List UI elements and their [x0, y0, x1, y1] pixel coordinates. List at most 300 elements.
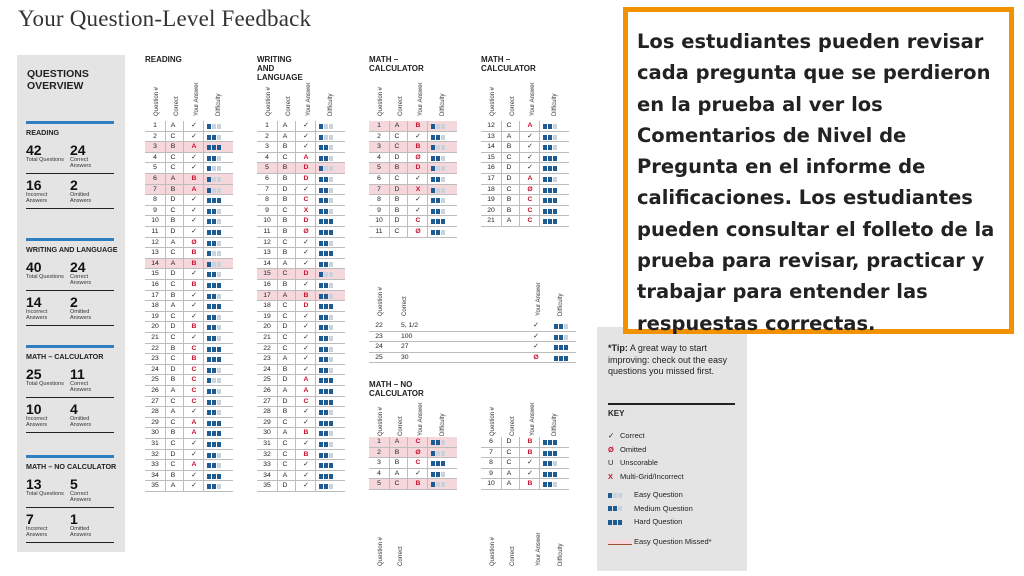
- question-number: 9: [377, 206, 381, 214]
- correct-answer: B: [506, 206, 512, 214]
- difficulty-bar: [217, 209, 221, 214]
- header-q: [487, 390, 497, 438]
- question-number: 32: [151, 450, 159, 458]
- difficulty-bar: [441, 219, 445, 224]
- your-answer: ✓: [191, 122, 197, 129]
- your-answer: B: [191, 249, 197, 257]
- difficulty-bars: [543, 451, 565, 456]
- difficulty-bar: [613, 506, 617, 511]
- stat-divider: [26, 507, 114, 508]
- difficulty-bar: [207, 400, 211, 405]
- difficulty-bar: [431, 461, 435, 466]
- key-label: Multi-Grid/Incorrect: [620, 471, 684, 481]
- difficulty-bars: [431, 198, 453, 203]
- table-row: [145, 163, 233, 174]
- difficulty-bar: [543, 209, 547, 214]
- difficulty-bar: [319, 442, 323, 447]
- correct-answer: B: [394, 164, 400, 172]
- header-label: Difficulty: [558, 293, 564, 316]
- difficulty-bar: [436, 124, 440, 129]
- key-label: Unscorable: [620, 458, 658, 467]
- question-number: 13: [151, 249, 159, 257]
- column-divider: [427, 437, 428, 490]
- difficulty-bar: [548, 166, 552, 171]
- difficulty-bar: [207, 241, 211, 246]
- question-number: 1: [153, 122, 157, 129]
- question-number: 30: [263, 429, 271, 437]
- your-answer: A: [527, 175, 533, 182]
- difficulty-bar: [324, 209, 328, 214]
- table-row: [369, 163, 457, 174]
- difficulty-bar: [329, 177, 333, 182]
- difficulty-bar: [207, 198, 211, 203]
- correct-answer: 30: [401, 353, 409, 361]
- header-label: Your Answer: [536, 532, 542, 566]
- difficulty-bars: [608, 506, 632, 511]
- difficulty-bar: [319, 484, 323, 489]
- key-item: [608, 472, 684, 481]
- question-number: 15: [487, 153, 495, 161]
- column-divider: [501, 121, 502, 227]
- difficulty-bar: [553, 166, 557, 171]
- your-answer: ✓: [303, 249, 309, 257]
- section-rule: [26, 345, 114, 348]
- key-difficulty: [608, 517, 682, 526]
- table-row: [145, 354, 233, 365]
- your-answer: Ø: [415, 153, 421, 161]
- difficulty-bar: [207, 315, 211, 320]
- difficulty-bars: [207, 368, 229, 373]
- difficulty-bar: [207, 145, 211, 150]
- correct-answer: C: [394, 175, 400, 182]
- table-row: [257, 407, 345, 418]
- difficulty-bar: [212, 166, 216, 171]
- difficulty-bar: [543, 440, 547, 445]
- difficulty-bars: [319, 304, 341, 309]
- question-number: 8: [377, 196, 381, 204]
- difficulty-bar: [608, 520, 612, 525]
- your-answer: ✓: [191, 302, 197, 310]
- correct-answer: C: [506, 448, 512, 456]
- column-divider: [407, 437, 408, 490]
- your-answer: ✓: [303, 122, 309, 129]
- your-answer: Ø: [415, 228, 421, 235]
- header-label: Correct: [398, 96, 404, 116]
- difficulty-bar: [436, 188, 440, 193]
- table-row: [145, 428, 233, 439]
- table-row: [481, 437, 569, 448]
- your-answer: ✓: [533, 332, 539, 340]
- header-q: [487, 520, 497, 568]
- difficulty-bars: [207, 156, 229, 161]
- difficulty-bars: [319, 209, 341, 214]
- table-row: [369, 321, 576, 332]
- header-d: [437, 390, 447, 438]
- table-row: [145, 481, 233, 492]
- difficulty-bars: [431, 440, 453, 445]
- difficulty-bar: [217, 410, 221, 415]
- difficulty-bar: [319, 315, 323, 320]
- header-label: Question #: [490, 86, 496, 116]
- difficulty-bars: [207, 251, 229, 256]
- section-title: MATH – NO CALCULATOR: [26, 462, 117, 471]
- stat-block: [70, 178, 110, 204]
- your-answer: C: [415, 438, 421, 445]
- difficulty-bar: [559, 324, 563, 329]
- difficulty-bar: [324, 283, 328, 288]
- difficulty-bar: [324, 336, 328, 341]
- correct-answer: D: [394, 185, 400, 193]
- stat-block: [26, 260, 66, 280]
- question-number: 33: [263, 461, 271, 469]
- question-number: 13: [487, 132, 495, 140]
- question-number: 2: [377, 132, 381, 140]
- question-number: 6: [153, 175, 157, 182]
- difficulty-bar: [559, 356, 563, 361]
- difficulty-bar: [319, 336, 323, 341]
- your-answer: ✓: [527, 459, 533, 467]
- your-answer: ✓: [303, 440, 309, 447]
- difficulty-bar: [319, 400, 323, 405]
- correct-answer: C: [170, 355, 176, 363]
- correct-answer: A: [506, 217, 512, 225]
- table-row: [145, 142, 233, 153]
- difficulty-bar: [441, 135, 445, 140]
- table-row: [257, 333, 345, 344]
- difficulty-bar: [319, 431, 323, 436]
- table-title: MATH – CALCULATOR: [369, 55, 424, 73]
- question-number: 1: [377, 438, 381, 445]
- stat-divider: [26, 173, 114, 174]
- header-d: [549, 70, 559, 118]
- difficulty-bar: [212, 400, 216, 405]
- difficulty-bar: [329, 474, 333, 479]
- correct-answer: B: [282, 408, 288, 416]
- difficulty-bars: [431, 124, 453, 129]
- table-row: [145, 450, 233, 461]
- difficulty-bars: [207, 230, 229, 235]
- difficulty-bar: [329, 421, 333, 426]
- difficulty-bar: [207, 230, 211, 235]
- stat-number: 10: [26, 401, 42, 417]
- table-row: [257, 428, 345, 439]
- correct-answer: A: [170, 302, 176, 310]
- your-answer: ✓: [191, 408, 197, 416]
- your-answer: ✓: [527, 164, 533, 172]
- correct-answer: B: [170, 429, 176, 437]
- table-row: [145, 365, 233, 376]
- question-number: 15: [263, 270, 271, 278]
- difficulty-bar: [329, 145, 333, 150]
- difficulty-bar: [436, 145, 440, 150]
- difficulty-bar: [212, 262, 216, 267]
- difficulty-bar: [553, 198, 557, 203]
- question-number: 23: [263, 355, 271, 363]
- column-divider: [427, 121, 428, 238]
- table-headers: [257, 70, 347, 118]
- table-row: [145, 312, 233, 323]
- difficulty-bar: [436, 472, 440, 477]
- question-number: 3: [265, 143, 269, 151]
- difficulty-bar: [554, 356, 558, 361]
- key-item: [608, 431, 645, 440]
- difficulty-bar: [564, 356, 568, 361]
- difficulty-bar: [543, 156, 547, 161]
- difficulty-bar: [431, 188, 435, 193]
- difficulty-bars: [319, 177, 341, 182]
- difficulty-bars: [319, 198, 341, 203]
- question-number: 2: [265, 132, 269, 140]
- correct-answer: C: [506, 185, 512, 193]
- question-number: 11: [375, 228, 383, 235]
- your-answer: ✓: [191, 334, 197, 341]
- table-row: [481, 216, 569, 227]
- difficulty-bars: [431, 188, 453, 193]
- stat-label: Total Questions: [26, 491, 64, 497]
- difficulty-bars: [207, 262, 229, 267]
- tip-text: [608, 343, 740, 378]
- your-answer: D: [415, 164, 421, 172]
- difficulty-bar: [212, 336, 216, 341]
- table-row: [145, 375, 233, 386]
- your-answer: ✓: [191, 132, 197, 140]
- difficulty-bars: [319, 219, 341, 224]
- stat-number: 7: [26, 511, 34, 527]
- correct-answer: D: [282, 376, 288, 384]
- difficulty-bar: [548, 451, 552, 456]
- correct-answer: C: [282, 206, 288, 214]
- correct-answer: D: [506, 438, 512, 445]
- difficulty-bars: [319, 262, 341, 267]
- table-row: [145, 153, 233, 164]
- difficulty-bar: [217, 400, 221, 405]
- difficulty-bar: [319, 188, 323, 193]
- difficulty-bar: [441, 198, 445, 203]
- difficulty-bar: [207, 421, 211, 426]
- header-label: Difficulty: [328, 93, 334, 116]
- correct-answer: C: [282, 153, 288, 161]
- difficulty-bar: [212, 251, 216, 256]
- difficulty-bar: [543, 219, 547, 224]
- your-answer: ✓: [415, 132, 421, 140]
- question-number: 16: [151, 281, 159, 288]
- difficulty-bars: [319, 421, 341, 426]
- correct-answer: C: [170, 312, 176, 320]
- question-number: 4: [153, 153, 157, 161]
- your-answer: A: [191, 185, 197, 193]
- table-row: [145, 269, 233, 280]
- sidebar-heading: QUESTIONS OVERVIEW: [27, 68, 89, 92]
- header-a: [527, 70, 537, 118]
- difficulty-bar: [329, 431, 333, 436]
- difficulty-bar: [319, 357, 323, 362]
- correct-answer: D: [282, 323, 288, 331]
- difficulty-bar: [324, 357, 328, 362]
- table-row: [257, 322, 345, 333]
- your-answer: ✓: [303, 408, 309, 416]
- your-answer: ✓: [191, 291, 197, 299]
- difficulty-bar: [217, 336, 221, 341]
- question-number: 18: [151, 302, 159, 310]
- difficulty-bar: [553, 177, 557, 182]
- difficulty-bar: [324, 262, 328, 267]
- difficulty-bar: [217, 304, 221, 309]
- section-rule: [26, 455, 114, 458]
- difficulty-bars: [319, 453, 341, 458]
- difficulty-bar: [431, 198, 435, 203]
- your-answer: C: [191, 387, 197, 394]
- table-row: [257, 174, 345, 185]
- your-answer: ✓: [303, 323, 309, 331]
- stat-label: Total Questions: [26, 381, 64, 387]
- difficulty-bar: [431, 145, 435, 150]
- header-q: [487, 70, 497, 118]
- difficulty-bars: [207, 124, 229, 129]
- table-row: [145, 344, 233, 355]
- difficulty-bar: [324, 484, 328, 489]
- table-row: [145, 206, 233, 217]
- difficulty-bar: [548, 219, 552, 224]
- question-number: 11: [151, 228, 159, 235]
- correct-answer: B: [282, 217, 288, 225]
- difficulty-bar: [319, 410, 323, 415]
- difficulty-bar: [217, 463, 221, 468]
- question-number: 8: [489, 459, 493, 467]
- header-q: [375, 390, 385, 438]
- table-row: [145, 132, 233, 143]
- difficulty-bar: [543, 135, 547, 140]
- difficulty-bars: [319, 378, 341, 383]
- difficulty-bar: [324, 431, 328, 436]
- correct-answer: C: [282, 440, 288, 447]
- your-answer: B: [527, 480, 533, 488]
- header-d: [437, 70, 447, 118]
- table-row: [257, 142, 345, 153]
- correct-answer: C: [282, 418, 288, 426]
- header-label: Question #: [378, 286, 384, 316]
- your-answer: ✓: [303, 281, 309, 288]
- table-row: [257, 386, 345, 397]
- question-number: 24: [151, 365, 159, 373]
- table-row: [369, 142, 457, 153]
- table-row: [369, 469, 457, 480]
- your-answer: C: [303, 196, 309, 204]
- table-row: [369, 174, 457, 185]
- your-answer: B: [415, 122, 421, 129]
- difficulty-bar: [212, 294, 216, 299]
- difficulty-bar: [431, 230, 435, 235]
- your-answer: Ø: [191, 238, 197, 246]
- difficulty-bar: [441, 451, 445, 456]
- difficulty-bars: [431, 145, 453, 150]
- table-row: [369, 132, 457, 143]
- difficulty-bar: [553, 209, 557, 214]
- header-d: [555, 270, 565, 318]
- difficulty-bar: [217, 315, 221, 320]
- difficulty-bar: [548, 440, 552, 445]
- difficulty-bars: [431, 166, 453, 171]
- question-number: 23: [151, 355, 159, 363]
- table-row: [145, 174, 233, 185]
- difficulty-bar: [329, 262, 333, 267]
- question-number: 4: [265, 153, 269, 161]
- section-title: WRITING AND LANGUAGE: [26, 245, 118, 254]
- difficulty-bar: [212, 272, 216, 277]
- difficulty-bars: [319, 336, 341, 341]
- table-row: [257, 132, 345, 143]
- difficulty-bars: [207, 400, 229, 405]
- question-number: 11: [263, 228, 271, 235]
- difficulty-bar: [319, 421, 323, 426]
- your-answer: A: [527, 122, 533, 129]
- your-answer: ✓: [191, 482, 197, 490]
- column-divider: [315, 121, 316, 492]
- difficulty-bar: [441, 177, 445, 182]
- question-number: 25: [375, 353, 383, 361]
- header-label: Correct: [286, 96, 292, 116]
- difficulty-bars: [431, 177, 453, 182]
- question-number: 9: [265, 206, 269, 214]
- stat-number: 5: [70, 476, 78, 492]
- correct-answer: A: [506, 469, 512, 477]
- table-row: [257, 195, 345, 206]
- header-c: [171, 70, 181, 118]
- correct-answer: C: [394, 480, 400, 488]
- difficulty-bar: [329, 336, 333, 341]
- table-row: [257, 354, 345, 365]
- difficulty-bar: [324, 251, 328, 256]
- correct-answer: B: [394, 459, 400, 467]
- difficulty-bar: [329, 389, 333, 394]
- header-q: [375, 70, 385, 118]
- question-number: 24: [375, 343, 383, 351]
- table-headers: [369, 520, 459, 568]
- correct-answer: 100: [401, 332, 413, 340]
- question-number: 5: [377, 164, 381, 172]
- header-label: Question #: [490, 536, 496, 566]
- stat-number: 13: [26, 476, 42, 492]
- stat-number: 25: [26, 366, 42, 382]
- your-answer: A: [191, 461, 197, 469]
- table-row: [481, 174, 569, 185]
- correct-answer: C: [170, 440, 176, 447]
- difficulty-bar: [324, 124, 328, 129]
- header-label: Question #: [378, 536, 384, 566]
- stat-block: [26, 477, 66, 497]
- key-difficulty: [608, 504, 693, 513]
- correct-answer: A: [506, 132, 512, 140]
- difficulty-bar: [319, 219, 323, 224]
- table-row: [257, 291, 345, 302]
- difficulty-bar: [543, 472, 547, 477]
- difficulty-bar: [324, 156, 328, 161]
- stat-number: 4: [70, 401, 78, 417]
- stat-label: Correct Answers: [70, 157, 92, 169]
- key-panel: [597, 327, 747, 571]
- difficulty-bars: [431, 135, 453, 140]
- table-row: [257, 248, 345, 259]
- difficulty-bar: [217, 156, 221, 161]
- table-row: [257, 365, 345, 376]
- your-answer: ✓: [303, 418, 309, 426]
- correct-answer: B: [170, 471, 176, 479]
- table-row: [481, 479, 569, 490]
- difficulty-bar: [207, 357, 211, 362]
- question-number: 1: [377, 122, 381, 129]
- difficulty-bar: [543, 451, 547, 456]
- header-q: [151, 70, 161, 118]
- correct-answer: B: [282, 228, 288, 235]
